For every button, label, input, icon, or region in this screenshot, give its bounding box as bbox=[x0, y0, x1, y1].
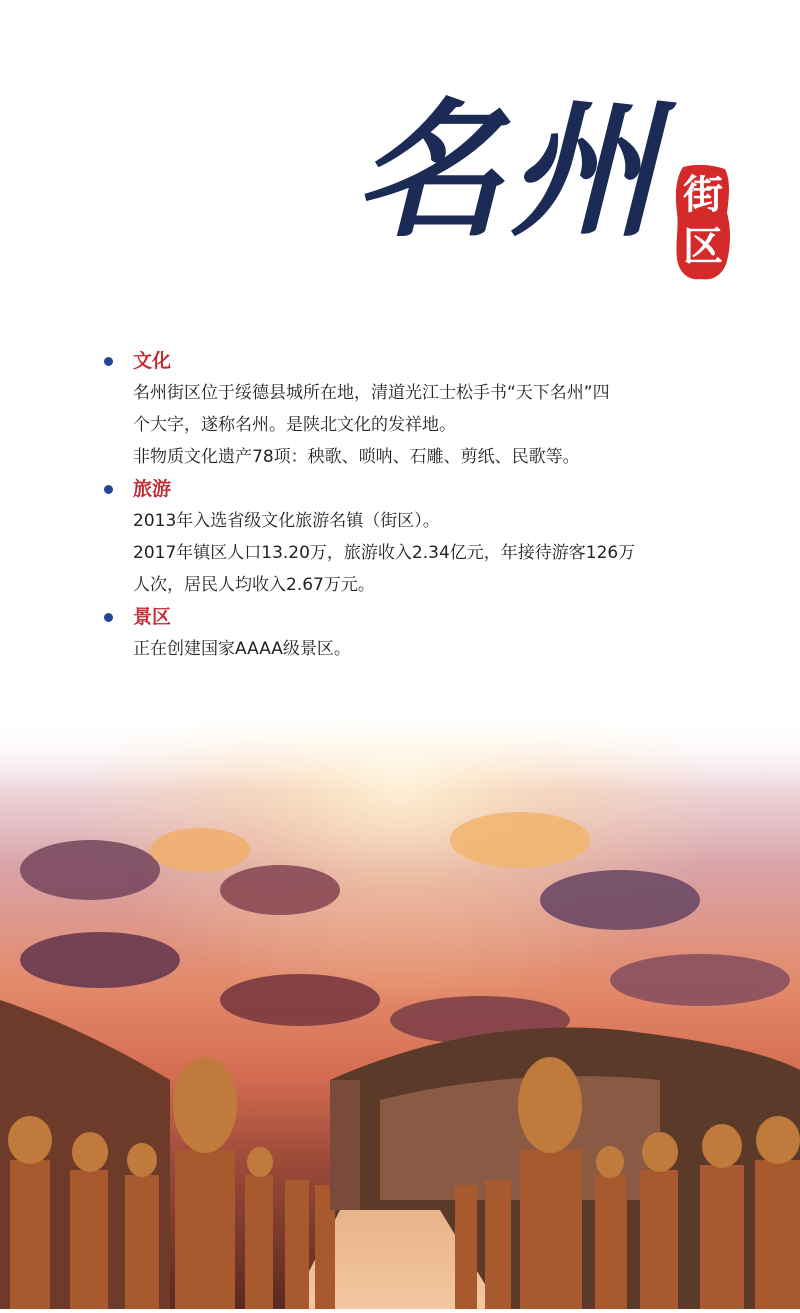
paragraph-line: 非物质文化遗产78项：秧歌、唢呐、石雕、剪纸、民歌等。 bbox=[133, 447, 580, 467]
section-heading bbox=[100, 601, 760, 633]
page-title: 名州 bbox=[355, 83, 663, 257]
section-culture bbox=[100, 345, 760, 473]
seal-char-jie: 街 bbox=[683, 171, 723, 218]
scenic-photo bbox=[0, 720, 800, 1309]
seal-stamp bbox=[673, 163, 733, 283]
paragraph-line: 名州街区位于绥德县城所在地，清道光江士松手书“天下名州”四 bbox=[133, 383, 610, 403]
paragraph-line: 2017年镇区人口13.20万，旅游收入2.34亿元，年接待游客126万 bbox=[133, 543, 636, 563]
heading-text: 文化 bbox=[133, 350, 172, 372]
section-heading bbox=[100, 345, 760, 377]
content-area bbox=[100, 345, 760, 665]
bullet-dot-icon bbox=[104, 613, 113, 622]
paragraph-line: 人次，居民人均收入2.67万元。 bbox=[133, 575, 375, 595]
bullet-dot-icon bbox=[104, 485, 113, 494]
paragraph-line: 正在创建国家AAAA级景区。 bbox=[133, 639, 351, 659]
title-block bbox=[355, 85, 755, 285]
bullet-dot-icon bbox=[104, 357, 113, 366]
paragraph-line: 2013年入选省级文化旅游名镇（街区）。 bbox=[133, 511, 440, 531]
seal-char-qu: 区 bbox=[683, 223, 723, 270]
paragraph-line: 个大字，遂称名州。是陕北文化的发祥地。 bbox=[133, 415, 456, 435]
sunset-lion-statues-image bbox=[0, 720, 800, 1309]
section-scenic bbox=[100, 601, 760, 665]
section-tourism bbox=[100, 473, 760, 601]
section-heading bbox=[100, 473, 760, 505]
heading-text: 景区 bbox=[133, 606, 172, 628]
heading-text: 旅游 bbox=[133, 478, 172, 500]
